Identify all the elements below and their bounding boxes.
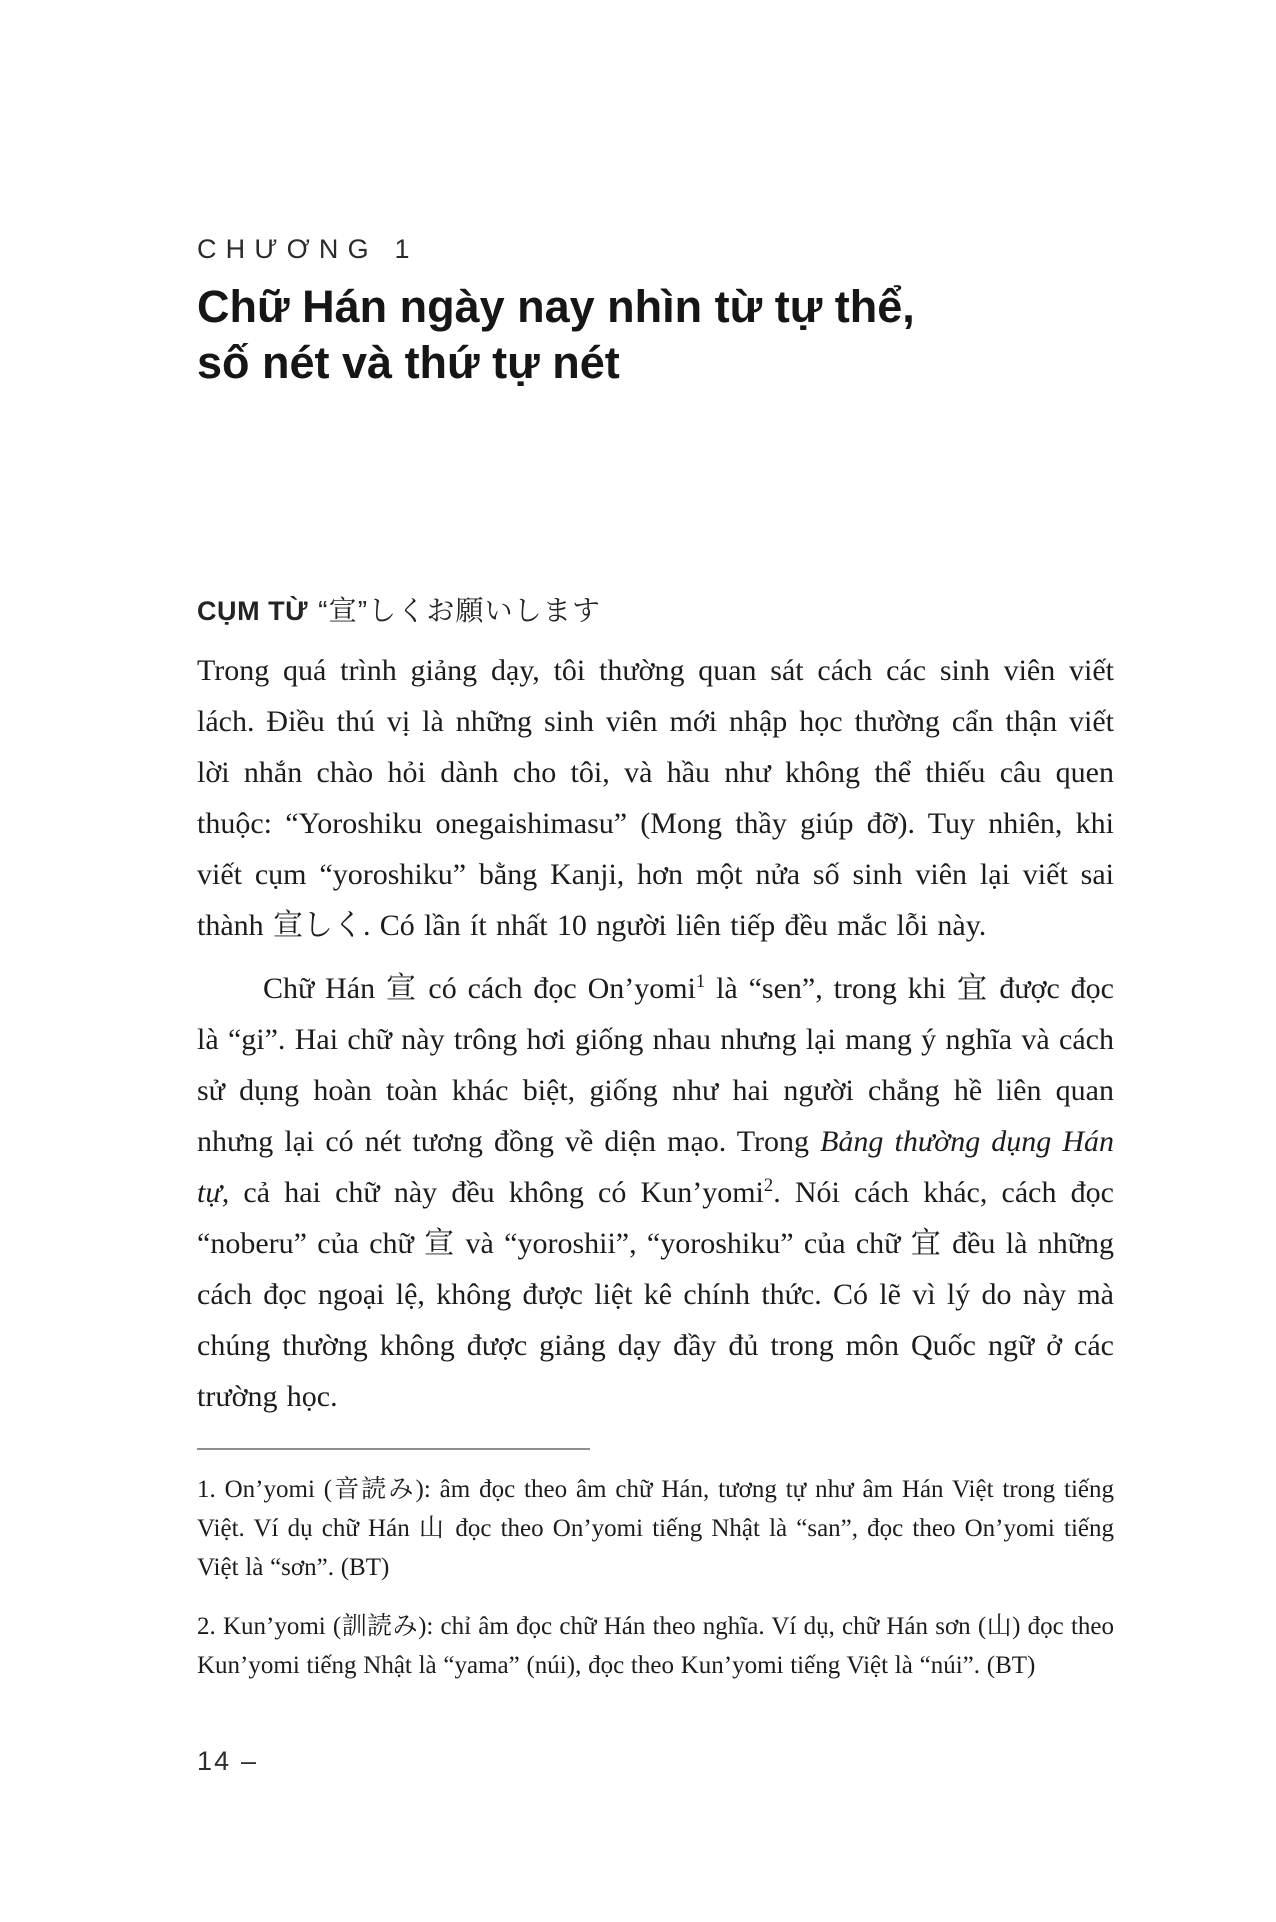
chapter-title-line-2: số nét và thứ tự nét: [197, 337, 620, 388]
chapter-title-line-1: Chữ Hán ngày nay nhìn từ tự thể,: [197, 281, 915, 332]
footnote-ref-1: 1: [695, 971, 706, 992]
footnote-2: 2. Kun’yomi (訓読み): chỉ âm đọc chữ Hán theo nghĩa. Ví dụ, chữ Hán sơn (山) đọc theo Kun’yomi tiếng Nhật là “yama” (núi), đọc theo Kun’yomi tiếng Việt là “núi”. (BT): [197, 1613, 1114, 1679]
paragraph-2-segment-2: là “sen”, trong khi 宜 được đọc là “gi”. Hai chữ này trông hơi giống nhau nhưng lại mang ý nghĩa và cách sử dụng hoàn toàn khác biệt, giống như hai người chẳng hề liên quan nhưng lại có nét tương đồng về diện mạo. Trong: [197, 972, 1114, 1158]
paragraph-2-segment-1: Chữ Hán 宣 có cách đọc On’yomi: [263, 972, 696, 1005]
section-heading: [197, 589, 1114, 629]
footnote-ref-2: 2: [763, 1175, 774, 1196]
footnote-1: 1. On’yomi (音読み): âm đọc theo âm chữ Hán, tương tự như âm Hán Việt trong tiếng Việt. Ví dụ chữ Hán 山 đọc theo On’yomi tiếng Nhật là “san”, đọc theo On’yomi tiếng Việt là “sơn”. (BT): [197, 1476, 1114, 1581]
paragraph-2: [197, 963, 1114, 1422]
paragraph-2-segment-4: . Nói cách khác, cách đọc “noberu” của chữ 宣 và “yoroshii”, “yoroshiku” của chữ 宜 đều là những cách đọc ngoại lệ, không được liệt kê chính thức. Có lẽ vì lý do này mà chúng thường không được giảng dạy đầy đủ trong môn Quốc ngữ ở các trường học.: [197, 1176, 1114, 1413]
chapter-label: CHƯƠNG 1: [197, 234, 419, 264]
book-title-italic: Bảng thường dụng Hán tự,: [197, 1125, 1114, 1209]
section-label: CỤM TỪ: [197, 596, 309, 626]
page-number: 14 –: [197, 1746, 259, 1776]
paragraph-2-segment-3: cả hai chữ này đều không có Kun’yomi: [229, 1176, 764, 1209]
paragraph-1: Trong quá trình giảng dạy, tôi thường quan sát cách các sinh viên viết lách. Điều thú vị là những sinh viên mới nhập học thường cẩn thận viết lời nhắn chào hỏi dành cho tôi, và hầu như không thể thiếu câu quen thuộc: “Yoroshiku onegaishimasu” (Mong thầy giúp đỡ). Tuy nhiên, khi viết cụm “yoroshiku” bằng Kanji, hơn một nửa số sinh viên lại viết sai thành 宣しく. Có lần ít nhất 10 người liên tiếp đều mắc lỗi này.: [197, 654, 1114, 942]
section-phrase-japanese: “宣”しくお願いします: [318, 595, 602, 626]
chapter-title: [197, 279, 1114, 391]
footnote-separator: [197, 1448, 590, 1450]
